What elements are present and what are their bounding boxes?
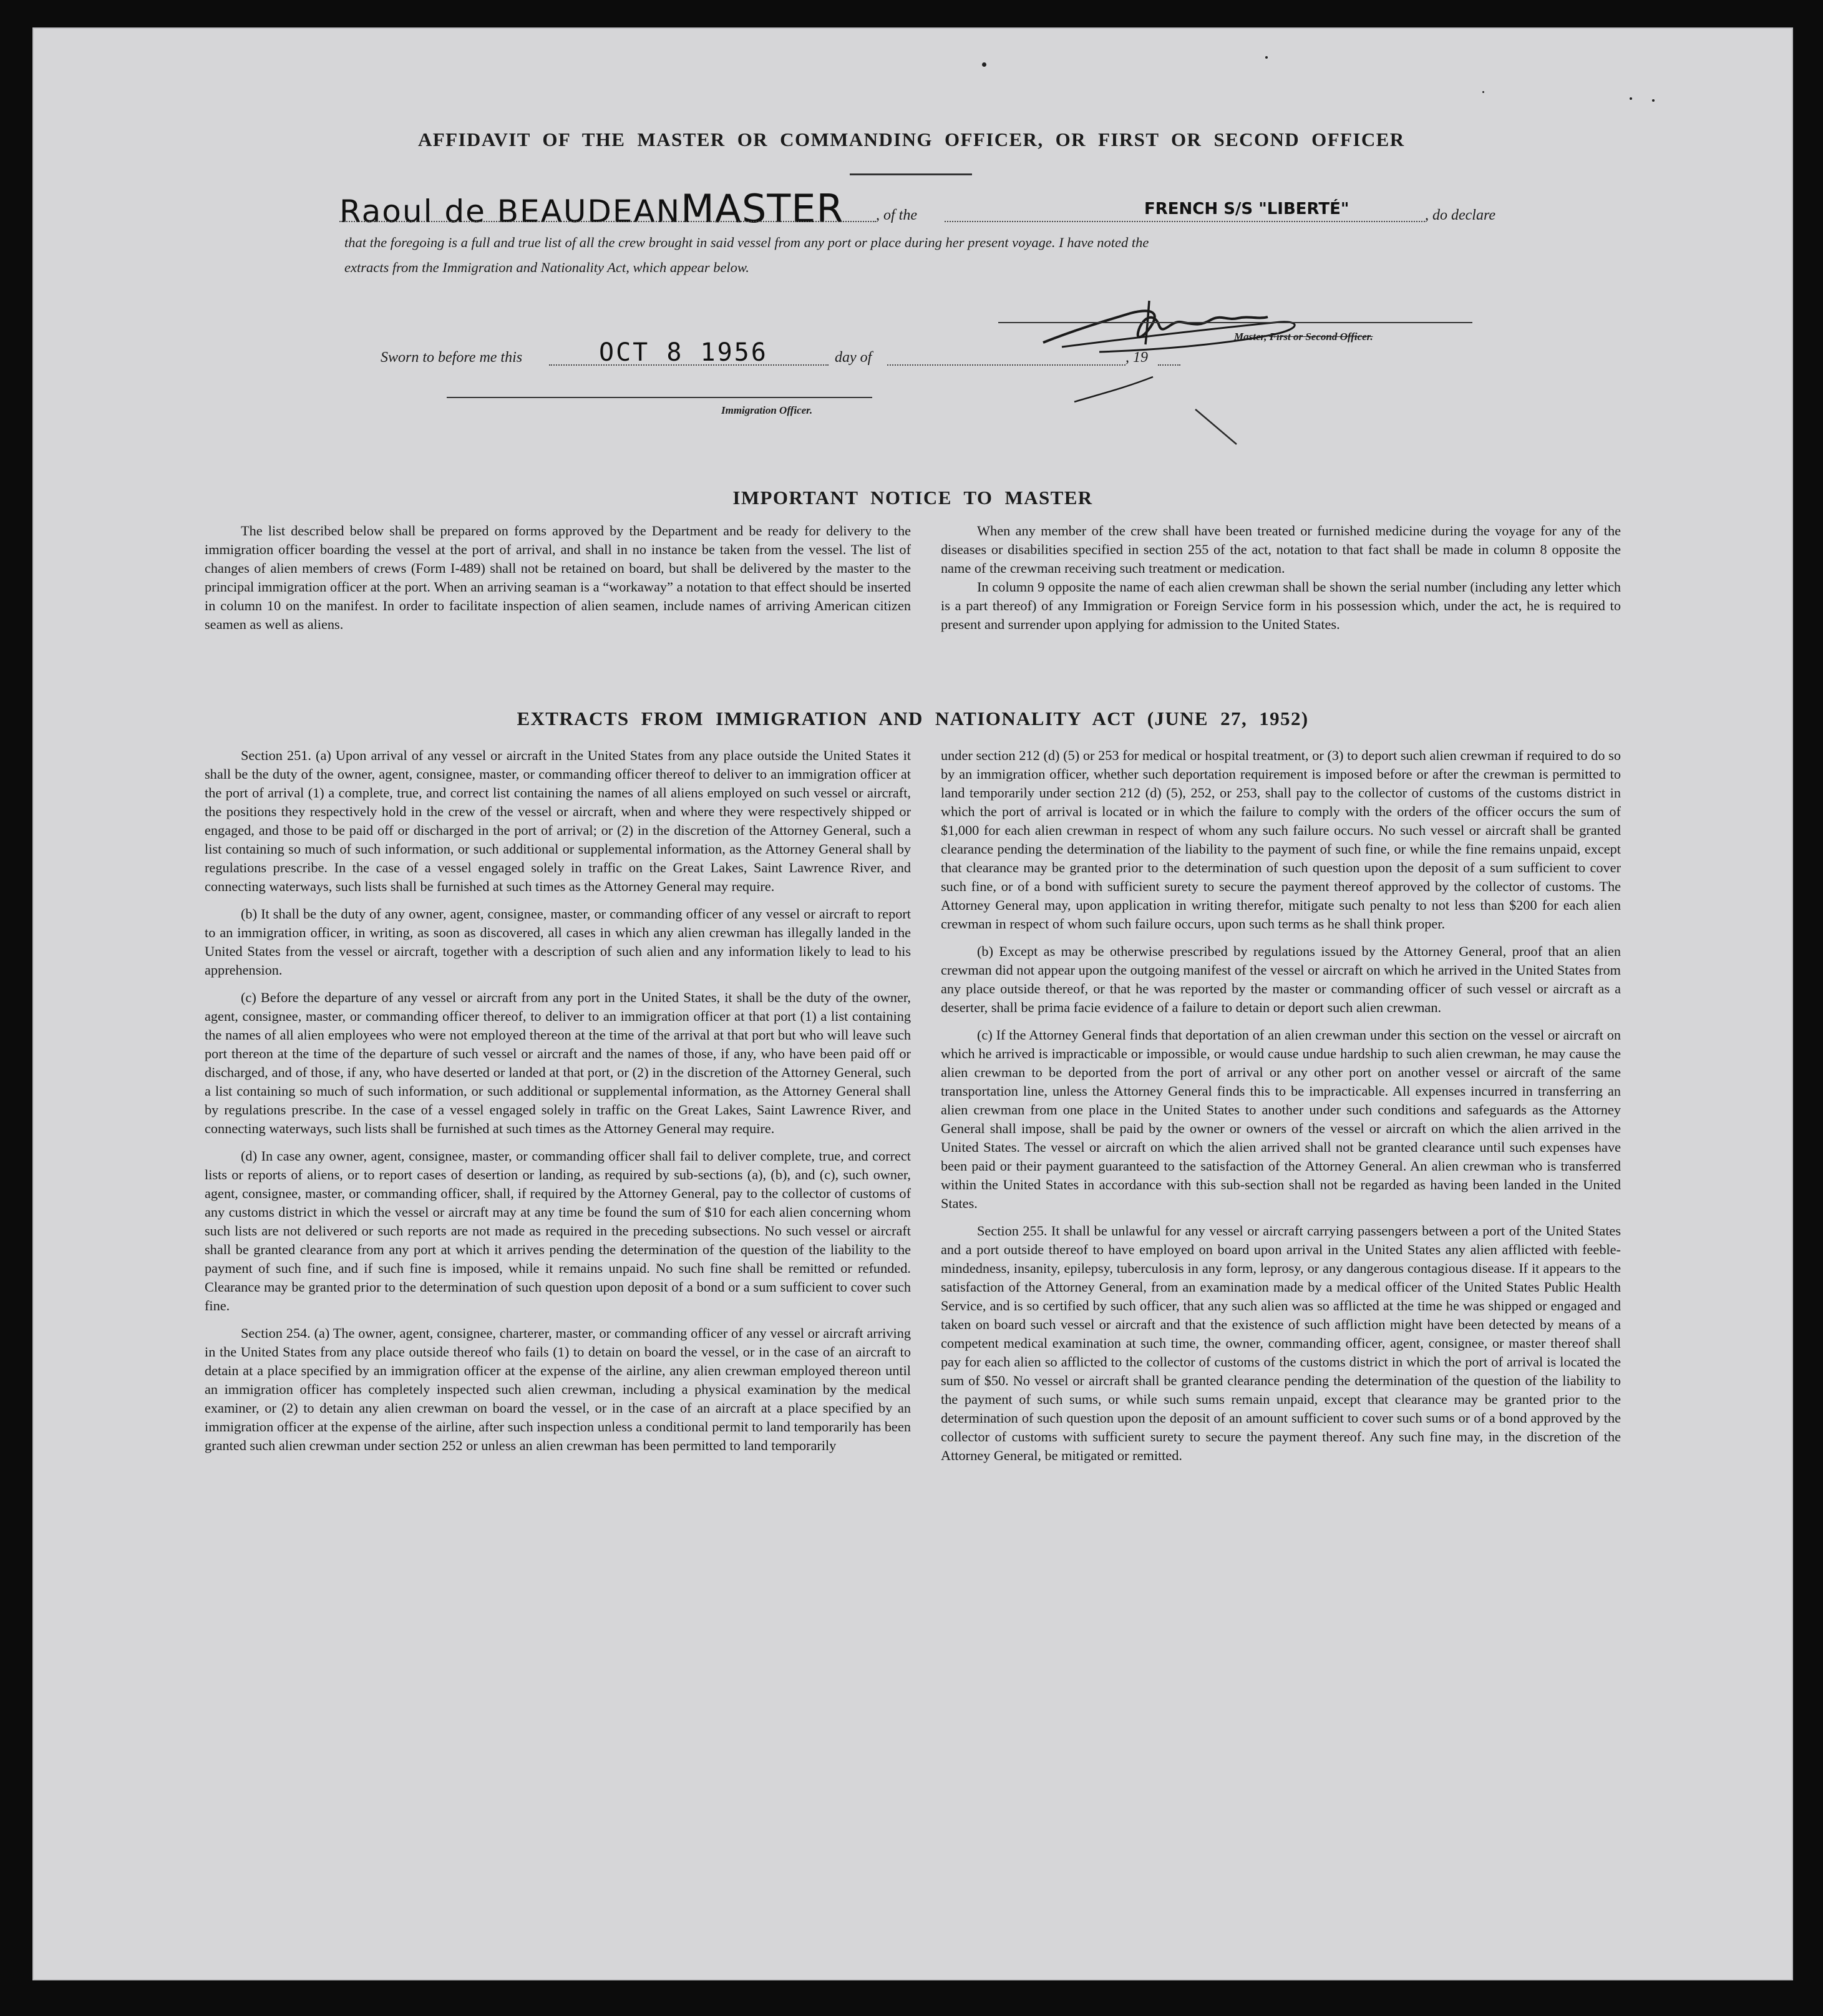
extract-section-254c: (c) If the Attorney General finds that deportation of an alien crewman under this section on the vessel or aircraft on which he arrived is impracticable or impossible, or would cause undue hardship to such alien crewman, he may cause the alien crewman to be deported from the port of arrival or any other port on another vessel or aircraft of the same transportation line, unless the Attorney General finds this to be impracticable. All expenses incurred in transferring an alien crewman from one place in the United States to another under such conditions and safeguards as the Attorney General shall impose, shall be paid by the owner or owners of the vessel or aircraft on which the alien arrived in the United States. The vessel or aircraft on which the alien arrived shall not be granted clearance until such expenses have been paid or their payment guaranteed to the satisfaction of the Attorney General. An alien crewman who is transferred within the United States in accordance with this sub-section shall not be regarded as having been landed in the United States. xyxy=(941,1027,1621,1211)
extract-section-254b: (b) Except as may be otherwise prescribed by regulations issued by the Attorney General, proof that an alien crewman did not appear upon the outgoing manifest of the vessel or aircraft on which he arrived in the United States from any place outside thereof, or that he was reported by the master or commanding officer of such vessel or aircraft as a deserter, shall be prima facie evidence of a failure to detain or deport such alien crewman. xyxy=(941,943,1621,1015)
year-label: , 19 xyxy=(1125,349,1148,366)
scan-speck xyxy=(1482,91,1484,93)
notice-paragraph: When any member of the crew shall have been treated or furnished medicine during the voyage for any of the diseases or disabilities specified in section 255 of the act, notation to that fact shall be made in column 8 opposite the name of the crewman receiving such treatment or medication. xyxy=(941,523,1621,576)
master-signature xyxy=(1006,283,1343,408)
year-line xyxy=(1158,364,1180,366)
sworn-date-stamp: OCT 8 1956 xyxy=(599,338,768,367)
title-rule xyxy=(850,173,972,175)
extract-section-251d: (d) In case any owner, agent, consignee, master, or commanding officer shall fail to deliver complete, true, and correct lists or reports of aliens, or to report cases of desertion or landing, as required by sub-sections (a), (b), and (c), such owner, agent, consignee, master, or commanding officer, shall, if required by the Attorney General, pay to the collector of customs of any customs district in which the vessel or aircraft may at any time be found the sum of $10 for each alien concerning whom such lists are not delivered or such reports are not made as required in the preceding subsections. No such vessel or aircraft shall be granted clearance from any port at which it arrives pending the determination of the question of the liability to the payment of such fine, and if such fine is imposed, while it remains unpaid. No such fine shall be remitted or refunded. Clearance may be granted prior to the determination of such question upon deposit of a bond or a sum sufficient to cover such fine. xyxy=(205,1148,911,1313)
pen-mark xyxy=(1193,407,1243,448)
signature-caption-master: Master, xyxy=(1234,331,1267,343)
day-of-line xyxy=(887,364,1125,366)
extracts-left-column xyxy=(205,746,911,1464)
extracts-title: EXTRACTS FROM IMMIGRATION AND NATIONALITY ACT (JUNE 27, 1952) xyxy=(517,708,1309,729)
officer-signature-line xyxy=(447,397,872,398)
extracts-right-column xyxy=(941,746,1621,1474)
extract-section-254a-cont: under section 212 (d) (5) or 253 for medical or hospital treatment, or (3) to deport such alien crewman if required to do so by an immigration officer, whether such deportation requirement is imposed before or after the crewman is permitted to land temporarily under section 212 (d) (5), 252, or 253, shall pay to the collector of customs of the customs district in which the port of arrival is located or in which the failure to comply with the orders of the officer occurs the sum of $1,000 for each alien crewman in respect of whom any such failure occurs. No such vessel or aircraft shall be granted clearance pending the determination of the liability to the payment of such fine, or while the fine remains unpaid, except that clearance may be granted prior to the determination of such question upon the deposit of a sum sufficient to cover such fine, or of a bond with sufficient surety to secure the payment thereof approved by the collector of customs. The Attorney General may, upon application in writing therefor, mitigate such penalty to not less than $200 for each alien crewman in respect of whom such failure occurs, upon such terms as he shall think proper. xyxy=(941,747,1621,932)
notice-title: IMPORTANT NOTICE TO MASTER xyxy=(732,487,1093,509)
scan-speck xyxy=(982,62,986,67)
vessel-name: FRENCH S/S "LIBERTÉ" xyxy=(1144,200,1349,218)
document-page xyxy=(32,27,1793,1980)
signature-caption-struck: First or Second Officer. xyxy=(1269,331,1373,343)
master-name xyxy=(339,186,844,231)
scan-speck xyxy=(1630,97,1632,100)
extract-section-255: Section 255. It shall be unlawful for any vessel or aircraft carrying passengers between a port of the United States and a port outside thereof to have employed on board upon arrival in the United States any alien afflicted with feeble-mindedness, insanity, epilepsy, tuberculosis in any form, leprosy, or any dangerous contagious disease. If it appears to the satisfaction of the Attorney General, from an examination made by a medical officer of the United States Public Health Service, and is so certified by such officer, that any such alien was so afflicted at the time he was shipped or engaged and taken on board such vessel or aircraft and that the existence of such affliction might have been detected by means of a competent medical examination at such time, the owner, commanding officer, agent, consignee, or master thereof shall pay for each alien so afflicted to the collector of customs of the customs district in which the port of arrival is located the sum of $50. No vessel or aircraft shall be granted clearance pending the determination of the question of the liability to the payment of such sums, or while such sums remain unpaid, except that clearance may be granted prior to the determination of such question upon the deposit of an amount sufficient to cover such sums or of a bond approved by the collector of customs with sufficient surety to secure the payment thereof. Any such fine may, in the discretion of the Attorney General, be mitigated or remitted. xyxy=(941,1223,1621,1463)
extract-section-254a: Section 254. (a) The owner, agent, consignee, charterer, master, or commanding officer of any vessel or aircraft arriving in the United States from any place outside thereof who fails (1) to detain on board the vessel, or in the case of an aircraft to detain at a place specified by an immigration officer at the expense of the airline, any alien crewman employed thereon until an immigration officer has completely inspected such alien crewman, including a physical examination by the medical examiner, or (2) to detain any alien crewman on board the vessel, or in the case of an aircraft at a place specified by an immigration officer at the expense of the airline, after such inspection unless a conditional permit to land temporarily has been granted such alien crewman under section 252 or unless an alien crewman has been permitted to land temporarily xyxy=(205,1325,911,1453)
do-declare-label: , do declare xyxy=(1425,207,1496,223)
notice-title-wrap xyxy=(32,487,1793,509)
scan-speck xyxy=(1652,99,1655,102)
extract-section-251c: (c) Before the departure of any vessel or aircraft from any port in the United States, it shall be the duty of the owner, agent, consignee, master, or commanding officer thereof, to deliver to an immigration officer at that port (1) a list containing the names of all alien employees who were not employed thereon at the time of the arrival at that port but who will leave such port thereon at the time of the departure of such vessel or aircraft and the names of those, if any, who have been paid off or discharged, and of those, if any, who have deserted or landed at that port, or (2) in the discretion of the Attorney General, such a list containing so much of such information, or such additional or supplemental information, as the Attorney General shall by regulations prescribe. In the case of a vessel engaged solely in traffic on the Great Lakes, Saint Lawrence River, and connecting waterways, such lists shall be furnished at such times as the Attorney General may require. xyxy=(205,990,911,1136)
signature-line xyxy=(998,322,1472,323)
notice-right-column xyxy=(941,522,1621,643)
extract-section-251a: Section 251. (a) Upon arrival of any vessel or aircraft in the United States from any place outside the United States it shall be the duty of the owner, agent, consignee, master, or commanding officer thereof to deliver to an immigration officer at the port of arrival (1) a complete, true, and correct list containing the names of all aliens employed on such vessel or aircraft, the positions they respectively hold in the crew of the vessel or aircraft, when and where they were respectively shipped or engaged, and those to be paid off or discharged in the port of arrival; or (2) in the discretion of the Attorney General, such a list containing so much of such information, or such additional or supplemental information, as the Attorney General shall by regulations prescribe. In the case of a vessel engaged solely in traffic on the Great Lakes, Saint Lawrence River, and connecting waterways, such lists shall be furnished at such times as the Attorney General may require. xyxy=(205,747,911,894)
notice-paragraph: In column 9 opposite the name of each alien crewman shall be shown the serial number (including any letter which is a part thereof) of any Immigration or Foreign Service form in his possession which, under the act, he is required to present and surrender upon applying for admission to the United States. xyxy=(941,579,1621,632)
master-rank: MASTER xyxy=(681,186,844,231)
affidavit-title: AFFIDAVIT OF THE MASTER OR COMMANDING OFFICER, OR FIRST OR SECOND OFFICER xyxy=(418,129,1405,150)
day-of-label: day of xyxy=(835,349,872,366)
master-name-text: Raoul de BEAUDEAN xyxy=(339,193,681,230)
declaration-line-2: extracts from the Immigration and Nationality Act, which appear below. xyxy=(344,260,749,275)
of-the-label: , of the xyxy=(876,207,917,223)
scan-speck xyxy=(1265,56,1268,59)
name-line xyxy=(339,221,876,222)
vessel-line xyxy=(945,221,1425,222)
signature-caption xyxy=(1234,331,1373,343)
declaration-line-1: that the foregoing is a full and true list of all the crew brought in said vessel from any port or place during her present voyage. I have noted the xyxy=(344,235,1149,250)
extract-section-251b: (b) It shall be the duty of any owner, agent, consignee, master, or commanding officer of any vessel or aircraft to report to an immigration officer, in writing, as soon as discovered, all cases in which any alien crewman has illegally landed in the United States from the vessel or aircraft, together with a description of such alien and any information likely to lead to his apprehension. xyxy=(205,906,911,978)
officer-caption: Immigration Officer. xyxy=(721,404,813,416)
notice-left-column xyxy=(205,522,911,643)
sworn-label: Sworn to before me this xyxy=(381,349,523,366)
notice-paragraph: The list described below shall be prepared on forms approved by the Department and be ready for delivery to the immigration officer boarding the vessel at the port of arrival, and shall in no instance be taken from the vessel. The list of changes of alien members of crews (Form I-489) shall not be retained on board, but shall be delivered by the master to the principal immigration officer at the port. When an arriving seaman is a “workaway” a notation to that effect should be inserted in column 10 on the manifest. In order to facilitate inspection of alien seamen, include names of arriving American citizen seamen as well as aliens. xyxy=(205,523,911,632)
extracts-title-wrap xyxy=(32,708,1793,730)
